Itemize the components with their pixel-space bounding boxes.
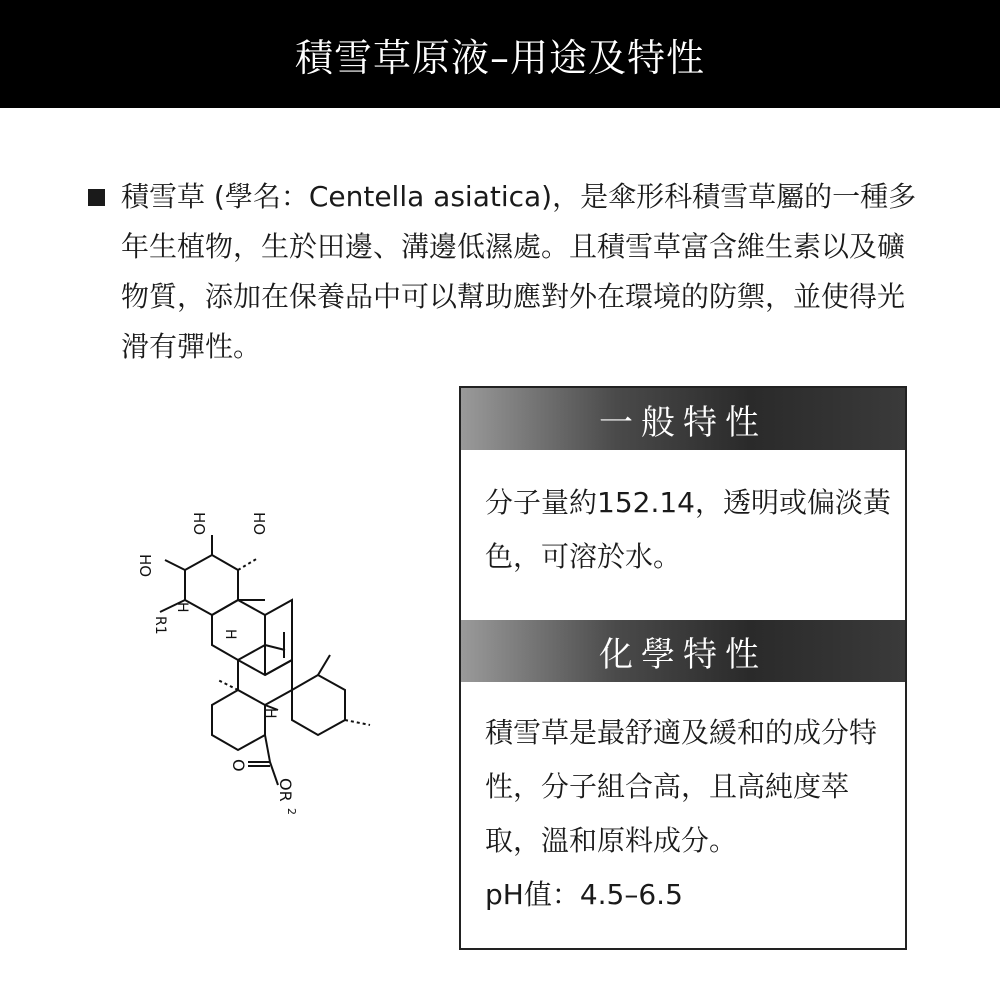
ho-label-2: HO	[250, 512, 268, 536]
h-label-2: H	[222, 629, 238, 640]
chemical-properties-header	[461, 620, 905, 682]
molecule-structure	[120, 500, 420, 830]
general-properties-header	[461, 388, 905, 450]
chemical-properties-title: 化學特性	[599, 634, 767, 675]
ho-label-1: HO	[190, 512, 208, 536]
r1-label: R1	[152, 616, 168, 635]
or2-subscript: 2	[285, 808, 298, 815]
page-title: 積雪草原液–用途及特性	[294, 35, 705, 80]
general-properties-text: 分子量約152.14，透明或偏淡黃色，可溶於水。	[485, 486, 891, 573]
title-bar	[0, 0, 1000, 108]
or2-label: OR	[276, 778, 295, 802]
properties-box	[459, 386, 907, 950]
o-label: O	[229, 759, 248, 772]
chemical-properties-text	[485, 706, 895, 922]
intro-text: 積雪草 (學名：Centella asiatica)，是傘形科積雪草屬的一種多年生植物，生於田邊、溝邊低濕處。且積雪草富含維生素以及礦物質，添加在保養品中可以幫助應對外在環境的防禦，並使得光滑有彈性。	[121, 180, 917, 363]
general-properties-title: 一般特性	[599, 402, 767, 443]
square-bullet-icon	[88, 189, 105, 206]
intro-paragraph	[88, 172, 918, 372]
ph-value: pH值：4.5–6.5	[485, 878, 683, 911]
chemical-properties-body: 積雪草是最舒適及緩和的成分特性，分子組合高，且高純度萃取，溫和原料成分。	[485, 716, 878, 857]
ho-label-3: HO	[136, 554, 154, 578]
h-label-1: H	[174, 602, 190, 613]
h-label-3: H	[262, 708, 278, 719]
